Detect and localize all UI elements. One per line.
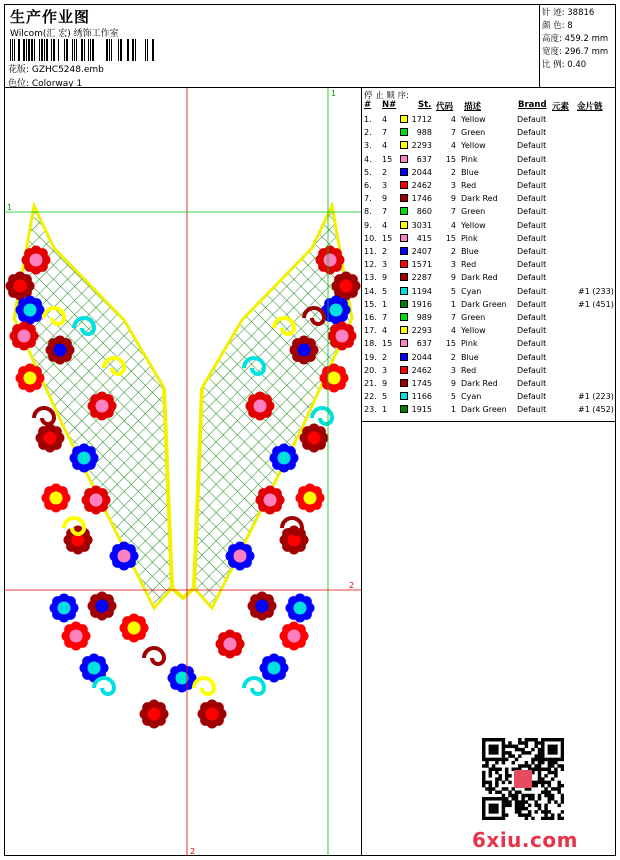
row-code: 4 bbox=[450, 326, 456, 336]
table-row bbox=[362, 128, 616, 141]
table-row bbox=[362, 207, 616, 220]
flower-motif bbox=[140, 700, 169, 729]
color-swatch bbox=[400, 405, 408, 413]
col-stitches: St. bbox=[418, 100, 432, 110]
row-stitches: 2293 bbox=[411, 141, 432, 151]
stop-sequence-panel bbox=[362, 88, 616, 856]
guide-label-v1: 1 bbox=[331, 89, 337, 98]
flower-motif bbox=[46, 336, 75, 365]
table-row bbox=[362, 300, 616, 313]
row-brand: Default bbox=[517, 194, 547, 204]
flower-motif bbox=[62, 622, 91, 651]
row-stitches: 2462 bbox=[411, 181, 432, 190]
row-code: 4 bbox=[450, 141, 456, 151]
row-stitches: 1916 bbox=[411, 299, 432, 309]
design-width: 宽度: 296.7 mm bbox=[542, 47, 609, 57]
page-title: 生产作业图 bbox=[10, 8, 91, 26]
row-brand: Default bbox=[517, 405, 547, 415]
row-code: 1 bbox=[450, 299, 456, 309]
flower-motif bbox=[50, 594, 79, 623]
flower-motif bbox=[246, 392, 275, 421]
row-brand: Default bbox=[517, 207, 547, 217]
row-index: 17. bbox=[364, 326, 377, 336]
row-stitches: 3031 bbox=[411, 220, 432, 230]
row-desc: Dark Green bbox=[461, 299, 507, 309]
row-code: 2 bbox=[450, 352, 456, 362]
flower-motif bbox=[42, 484, 71, 513]
table-row bbox=[362, 273, 616, 286]
table-row bbox=[362, 379, 616, 392]
embroidery-design bbox=[4, 88, 362, 856]
row-code: 5 bbox=[450, 286, 456, 296]
row-needle: 2 bbox=[382, 352, 388, 362]
color-swatch bbox=[400, 392, 408, 400]
row-brand: Default bbox=[517, 247, 547, 256]
row-stitches: 1746 bbox=[411, 194, 432, 204]
color-swatch bbox=[400, 287, 408, 295]
color-swatch bbox=[400, 194, 408, 202]
row-desc: Yellow bbox=[461, 326, 486, 336]
flower-motif bbox=[270, 444, 299, 473]
row-brand: Default bbox=[517, 299, 547, 309]
row-brand: Default bbox=[517, 260, 547, 270]
swirl-motif bbox=[34, 408, 54, 424]
row-index: 16. bbox=[364, 313, 377, 322]
row-code: 2 bbox=[450, 167, 456, 177]
row-index: 9. bbox=[364, 220, 372, 230]
row-stitches: 2044 bbox=[411, 167, 432, 177]
row-stitches: 1166 bbox=[411, 392, 432, 402]
flower-motif bbox=[316, 246, 345, 275]
color-swatch bbox=[400, 313, 408, 321]
row-brand: Default bbox=[517, 115, 547, 124]
row-code: 15 bbox=[445, 339, 456, 349]
row-brand: Default bbox=[517, 233, 547, 243]
row-needle: 9 bbox=[382, 194, 388, 204]
row-desc: Cyan bbox=[461, 286, 482, 296]
flower-motif bbox=[16, 364, 45, 393]
row-code: 7 bbox=[450, 313, 456, 322]
row-needle: 4 bbox=[382, 115, 388, 124]
color-swatch bbox=[400, 339, 408, 347]
guide-label-v2: 2 bbox=[190, 847, 196, 856]
row-needle: 15 bbox=[382, 154, 393, 164]
table-row bbox=[362, 339, 616, 352]
color-swatch bbox=[400, 141, 408, 149]
row-brand: Default bbox=[517, 128, 547, 138]
row-index: 3. bbox=[364, 141, 372, 151]
flower-motif bbox=[320, 364, 349, 393]
table-header bbox=[362, 100, 616, 112]
row-stitches: 2407 bbox=[411, 247, 432, 256]
color-swatch bbox=[400, 247, 408, 255]
barcode-icon bbox=[10, 39, 156, 61]
row-brand: Default bbox=[517, 313, 547, 322]
row-code: 15 bbox=[445, 154, 456, 164]
col-brand: Brand bbox=[518, 100, 547, 110]
row-brand: Default bbox=[517, 167, 547, 177]
row-sequin: #1 (223) bbox=[578, 392, 614, 402]
row-stitches: 637 bbox=[416, 339, 432, 349]
row-sequin: #1 (452) bbox=[578, 405, 614, 415]
row-stitches: 2044 bbox=[411, 352, 432, 362]
design-height: 高度: 459.2 mm bbox=[542, 34, 609, 44]
row-desc: Red bbox=[461, 181, 477, 190]
row-stitches: 1571 bbox=[411, 260, 432, 270]
flower-motif bbox=[120, 614, 149, 643]
color-swatch bbox=[400, 234, 408, 242]
color-swatch bbox=[400, 207, 408, 215]
row-brand: Default bbox=[517, 339, 547, 349]
flower-motif bbox=[110, 542, 139, 571]
row-desc: Green bbox=[461, 128, 486, 138]
row-desc: Red bbox=[461, 365, 477, 375]
table-row bbox=[362, 366, 616, 379]
qr-code-icon bbox=[482, 738, 564, 820]
row-stitches: 1915 bbox=[411, 405, 432, 415]
flower-motif bbox=[168, 664, 197, 693]
table-row bbox=[362, 115, 616, 128]
color-swatch bbox=[400, 221, 408, 229]
guide-label-h2: 2 bbox=[349, 581, 355, 590]
flower-motif bbox=[82, 486, 111, 515]
design-canvas bbox=[4, 88, 362, 856]
row-needle: 5 bbox=[382, 286, 388, 296]
table-row bbox=[362, 247, 616, 260]
guide-label-h1: 1 bbox=[7, 203, 13, 212]
flower-motif bbox=[22, 246, 51, 275]
flower-motif bbox=[286, 594, 315, 623]
row-brand: Default bbox=[517, 220, 547, 230]
v-neck-outline bbox=[164, 388, 202, 598]
row-stitches: 2462 bbox=[411, 365, 432, 375]
col-needle: N# bbox=[382, 100, 397, 110]
flower-motif bbox=[328, 322, 357, 351]
row-needle: 3 bbox=[382, 365, 388, 375]
table-row bbox=[362, 405, 616, 418]
swirl-motif bbox=[144, 648, 164, 664]
row-desc: Yellow bbox=[461, 141, 486, 151]
row-needle: 9 bbox=[382, 273, 388, 283]
table-row bbox=[362, 234, 616, 247]
row-desc: Dark Red bbox=[461, 273, 498, 283]
row-brand: Default bbox=[517, 154, 547, 164]
stop-sequence-table bbox=[362, 88, 616, 422]
row-needle: 1 bbox=[382, 405, 388, 415]
row-needle: 4 bbox=[382, 326, 388, 336]
flower-motif bbox=[226, 542, 255, 571]
row-stitches: 415 bbox=[416, 233, 432, 243]
row-sequin: #1 (451) bbox=[578, 299, 614, 309]
flower-motif bbox=[280, 622, 309, 651]
row-index: 8. bbox=[364, 207, 372, 217]
row-code: 7 bbox=[450, 207, 456, 217]
row-needle: 4 bbox=[382, 220, 388, 230]
row-brand: Default bbox=[517, 392, 547, 402]
row-desc: Green bbox=[461, 313, 486, 322]
color-count: 颜 色: 8 bbox=[542, 21, 573, 31]
row-stitches: 989 bbox=[416, 313, 432, 322]
flower-motif bbox=[70, 444, 99, 473]
color-swatch bbox=[400, 168, 408, 176]
row-needle: 9 bbox=[382, 379, 388, 388]
row-desc: Cyan bbox=[461, 392, 482, 402]
flower-motif bbox=[256, 486, 285, 515]
row-stitches: 637 bbox=[416, 154, 432, 164]
row-code: 1 bbox=[450, 405, 456, 415]
flower-motif bbox=[198, 700, 227, 729]
row-needle: 4 bbox=[382, 141, 388, 151]
col-index: # bbox=[364, 100, 372, 110]
row-needle: 1 bbox=[382, 299, 388, 309]
color-swatch bbox=[400, 155, 408, 163]
row-stitches: 1745 bbox=[411, 379, 432, 388]
color-swatch bbox=[400, 353, 408, 361]
table-row bbox=[362, 141, 616, 154]
row-code: 7 bbox=[450, 128, 456, 138]
swirl-motif bbox=[194, 678, 214, 694]
flower-motif bbox=[260, 654, 289, 683]
row-code: 4 bbox=[450, 220, 456, 230]
row-desc: Dark Red bbox=[461, 194, 498, 204]
flower-motif bbox=[64, 526, 93, 555]
col-sequin: 金片链 bbox=[577, 102, 603, 112]
scale: 比 例: 0.40 bbox=[542, 60, 587, 70]
row-brand: Default bbox=[517, 273, 547, 283]
row-desc: Red bbox=[461, 260, 477, 270]
row-desc: Dark Green bbox=[461, 405, 507, 415]
row-code: 15 bbox=[445, 233, 456, 243]
flower-motif bbox=[16, 296, 45, 325]
row-stitches: 2287 bbox=[411, 273, 432, 283]
row-needle: 15 bbox=[382, 233, 393, 243]
table-row bbox=[362, 155, 616, 168]
row-index: 11. bbox=[364, 247, 377, 256]
watermark: 6xiu.com bbox=[472, 828, 578, 852]
color-swatch bbox=[400, 115, 408, 123]
row-code: 4 bbox=[450, 115, 456, 124]
swirl-motif bbox=[244, 678, 264, 694]
row-desc: Dark Red bbox=[461, 379, 498, 388]
table-row bbox=[362, 168, 616, 181]
row-needle: 3 bbox=[382, 181, 388, 190]
row-brand: Default bbox=[517, 326, 547, 336]
row-code: 3 bbox=[450, 365, 456, 375]
swirl-motif bbox=[312, 408, 332, 424]
flower-motif bbox=[280, 526, 309, 555]
row-index: 6. bbox=[364, 181, 372, 190]
row-desc: Yellow bbox=[461, 115, 486, 124]
table-row bbox=[362, 287, 616, 300]
row-index: 4. bbox=[364, 154, 372, 164]
colorway: 色位: Colorway 1 bbox=[8, 79, 83, 89]
row-code: 5 bbox=[450, 392, 456, 402]
flower-motif bbox=[248, 592, 277, 621]
studio-name: Wilcom(汇 宏) 绣饰工作室 bbox=[10, 29, 119, 39]
row-sequin: #1 (233) bbox=[578, 286, 614, 296]
row-stitches: 860 bbox=[416, 207, 432, 217]
row-index: 18. bbox=[364, 339, 377, 349]
row-desc: Blue bbox=[461, 352, 479, 362]
row-index: 23. bbox=[364, 405, 377, 415]
table-row bbox=[362, 353, 616, 366]
row-needle: 2 bbox=[382, 247, 388, 256]
design-file: 花版: GZHC5248.emb bbox=[8, 65, 104, 75]
row-index: 21. bbox=[364, 379, 377, 388]
col-element: 元素 bbox=[552, 102, 570, 112]
row-brand: Default bbox=[517, 181, 547, 190]
col-code: 代码 bbox=[436, 102, 454, 112]
flower-motif bbox=[36, 424, 65, 453]
header-info bbox=[4, 4, 540, 88]
row-desc: Pink bbox=[461, 233, 478, 243]
flower-motif bbox=[300, 424, 329, 453]
row-code: 3 bbox=[450, 260, 456, 270]
row-desc: Yellow bbox=[461, 220, 486, 230]
stop-sequence-title: 停 止 顺 序: bbox=[364, 91, 409, 101]
table-row bbox=[362, 194, 616, 207]
row-needle: 7 bbox=[382, 128, 388, 138]
col-desc: 描述 bbox=[464, 102, 482, 112]
color-swatch bbox=[400, 260, 408, 268]
row-index: 13. bbox=[364, 273, 377, 283]
flower-motif bbox=[296, 484, 325, 513]
row-code: 2 bbox=[450, 247, 456, 256]
row-brand: Default bbox=[517, 141, 547, 151]
color-swatch bbox=[400, 326, 408, 334]
row-needle: 2 bbox=[382, 167, 388, 177]
row-needle: 3 bbox=[382, 260, 388, 270]
row-stitches: 1712 bbox=[411, 115, 432, 124]
row-code: 9 bbox=[450, 273, 456, 283]
row-index: 14. bbox=[364, 286, 377, 296]
table-row bbox=[362, 313, 616, 326]
color-swatch bbox=[400, 366, 408, 374]
row-index: 12. bbox=[364, 260, 377, 270]
swirl-motif bbox=[94, 678, 114, 694]
table-row bbox=[362, 392, 616, 405]
row-code: 9 bbox=[450, 194, 456, 204]
row-brand: Default bbox=[517, 365, 547, 375]
row-index: 10. bbox=[364, 233, 377, 243]
color-swatch bbox=[400, 181, 408, 189]
row-code: 9 bbox=[450, 379, 456, 388]
flower-motif bbox=[216, 630, 245, 659]
row-brand: Default bbox=[517, 286, 547, 296]
row-index: 22. bbox=[364, 392, 377, 402]
row-index: 19. bbox=[364, 352, 377, 362]
table-row bbox=[362, 181, 616, 194]
table-row bbox=[362, 260, 616, 273]
row-code: 3 bbox=[450, 181, 456, 190]
table-row bbox=[362, 326, 616, 339]
row-stitches: 2293 bbox=[411, 326, 432, 336]
flower-motif bbox=[322, 296, 351, 325]
row-needle: 7 bbox=[382, 313, 388, 322]
row-needle: 7 bbox=[382, 207, 388, 217]
row-stitches: 1194 bbox=[411, 286, 432, 296]
table-row bbox=[362, 221, 616, 234]
flower-motif bbox=[290, 336, 319, 365]
row-index: 15. bbox=[364, 299, 377, 309]
row-desc: Green bbox=[461, 207, 486, 217]
row-brand: Default bbox=[517, 379, 547, 388]
flower-motif bbox=[88, 592, 117, 621]
row-index: 5. bbox=[364, 167, 372, 177]
spec-box bbox=[540, 4, 616, 88]
row-index: 20. bbox=[364, 365, 377, 375]
row-needle: 5 bbox=[382, 392, 388, 402]
stitch-count: 针 迹: 38816 bbox=[542, 8, 595, 18]
row-index: 1. bbox=[364, 115, 372, 124]
color-swatch bbox=[400, 300, 408, 308]
row-brand: Default bbox=[517, 352, 547, 362]
row-needle: 15 bbox=[382, 339, 393, 349]
flower-motif bbox=[10, 322, 39, 351]
color-swatch bbox=[400, 379, 408, 387]
flower-motif bbox=[88, 392, 117, 421]
row-desc: Blue bbox=[461, 167, 479, 177]
color-swatch bbox=[400, 273, 408, 281]
color-swatch bbox=[400, 128, 408, 136]
row-index: 2. bbox=[364, 128, 372, 138]
row-desc: Pink bbox=[461, 154, 478, 164]
row-desc: Pink bbox=[461, 339, 478, 349]
row-desc: Blue bbox=[461, 247, 479, 256]
row-stitches: 988 bbox=[416, 128, 432, 138]
row-index: 7. bbox=[364, 194, 372, 204]
